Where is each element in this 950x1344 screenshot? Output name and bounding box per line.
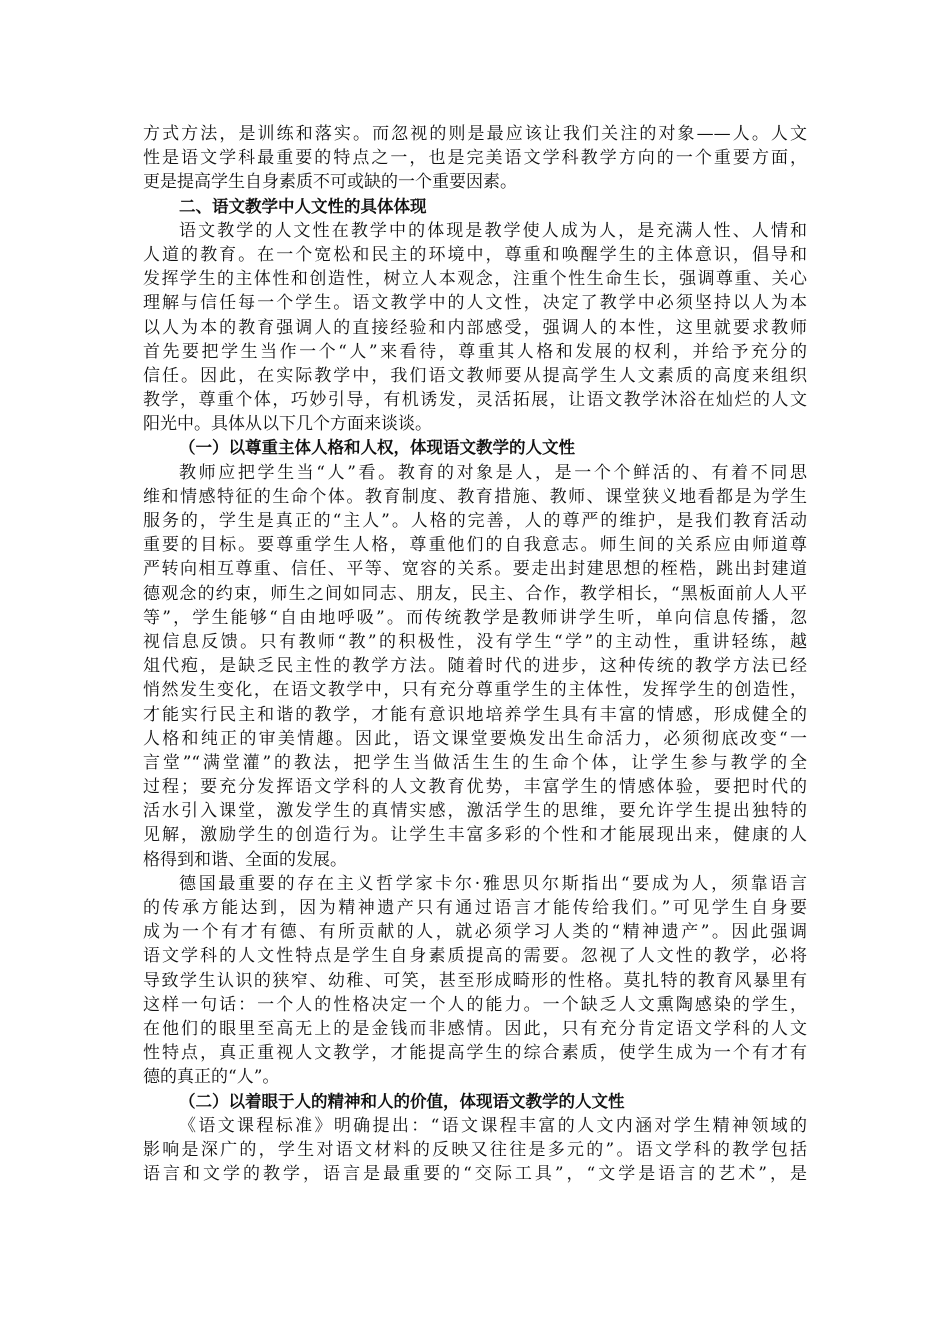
text-line: 《语文课程标准》明确提出：“语文课程丰富的人文内涵对学生精神领域的	[179, 1115, 807, 1136]
text-line: 人格和纯正的审美情趣。因此，语文课堂要焕发出生命活力，必须彻底改变“一	[143, 728, 807, 749]
text-line: 严转向相互尊重、信任、平等、宽容的关系。要走出封建思想的桎梏，跳出封建道	[143, 559, 807, 580]
text-line: 俎代疱，是缺乏民主性的教学方法。随着时代的进步，这种传统的教学方法已经	[143, 656, 807, 677]
subsection-heading-2: （二）以着眼于人的精神和人的价值，体现语文教学的人文性	[179, 1091, 625, 1111]
text-line: 视信息反馈。只有教师“教”的积极性，没有学生“学”的主动性，重讲轻练，越	[143, 631, 807, 652]
text-line: 导致学生认识的狭窄、幼稚、可笑，甚至形成畸形的性格。莫扎特的教育风暴里有	[143, 970, 807, 991]
text-line: 人道的教育。在一个宽松和民主的环境中，尊重和唤醒学生的主体意识，倡导和	[143, 244, 807, 265]
text-line: 德观念的约束，师生之间如同志、朋友，民主、合作，教学相长，“黑板面前人人平	[143, 583, 807, 604]
paragraph-5	[143, 1114, 807, 1187]
text-line: 的传承方能达到，因为精神遗产只有通过语言才能传给我们。”可见学生自身要	[143, 898, 807, 918]
text-line: 更是提高学生自身素质不可或缺的一个重要因素。	[143, 172, 517, 193]
paragraph-intro	[143, 122, 807, 195]
text-line: 理解与信任每一个学生。语文教学中的人文性，决定了教学中必须坚持以人为本	[143, 293, 807, 314]
text-line: 首先要把学生当作一个“人”来看待，尊重其人格和发展的权利，并给予充分的	[143, 341, 807, 362]
text-line: 维和情感特征的生命个体。教育制度、教育措施、教师、课堂狭义地看都是为学生	[143, 486, 807, 507]
text-line: 格得到和谐、全面的发展。	[143, 849, 347, 870]
text-line: 活水引入课堂，激发学生的真情实感，激活学生的思维，要允许学生提出独特的	[143, 801, 807, 822]
text-line: 阳光中。具体从以下几个方面来谈谈。	[143, 414, 432, 435]
text-line: 发挥学生的主体性和创造性，树立人本观念，注重个性生命生长，强调尊重、关心	[143, 269, 807, 290]
text-line: 等”，学生能够“自由地呼吸”。而传统教学是教师讲学生听，单向信息传播，忽	[143, 607, 807, 628]
section-heading-2: 二、语文教学中人文性的具体体现	[179, 196, 427, 216]
text-line: 性特点，真正重视人文教学，才能提高学生的综合素质，使学生成为一个有才有	[143, 1043, 807, 1064]
text-line: 见解，激励学生的创造行为。让学生丰富多彩的个性和才能展现出来，健康的人	[143, 825, 807, 846]
subsection-heading-1: （一）以尊重主体人格和人权，体现语文教学的人文性	[179, 438, 575, 458]
text-line: 信任。因此，在实际教学中，我们语文教师要从提高学生人文素质的高度来组织	[143, 365, 807, 386]
text-line: 这样一句话：一个人的性格决定一个人的能力。一个缺乏人文熏陶感染的学生，	[143, 994, 807, 1015]
text-line: 悄然发生变化，在语文教学中，只有充分尊重学生的主体性，发挥学生的创造性，	[143, 680, 807, 701]
text-line: 在他们的眼里至高无上的是金钱而非感情。因此，只有充分肯定语文学科的人文	[143, 1018, 807, 1039]
document-page	[143, 122, 807, 1186]
text-line: 服务的，学生是真正的“主人”。人格的完善，人的尊严的维护，是我们教育活动	[143, 511, 807, 531]
paragraph-4	[143, 872, 807, 1090]
text-line: 语文教学的人文性在教学中的体现是教学使人成为人，是充满人性、人情和	[179, 220, 807, 241]
text-line: 性是语文学科最重要的特点之一，也是完美语文学科教学方向的一个重要方面，	[143, 148, 807, 169]
text-line: 成为一个有才有德、有所贡献的人，就必须学习人类的“精神遗产”。因此强调	[143, 922, 807, 943]
text-line: 方式方法，是训练和落实。而忽视的则是最应该让我们关注的对象——人。人文	[143, 124, 807, 144]
text-line: 影响是深广的，学生对语文材料的反映又往往是多元的”。语文学科的教学包括	[143, 1139, 807, 1160]
text-line: 语言和文学的教学，语言是最重要的“交际工具”，“文学是语言的艺术”，是	[143, 1164, 807, 1185]
text-line: 德的真正的“人”。	[143, 1067, 280, 1088]
text-line: 德国最重要的存在主义哲学家卡尔·雅思贝尔斯指出“要成为人，须靠语言	[179, 873, 807, 894]
paragraph-3	[143, 461, 807, 872]
text-line: 言堂”“满堂灌”的教法，把学生当做活生生的生命个体，让学生参与教学的全	[143, 752, 807, 773]
text-line: 教学，尊重个体，巧妙引导，有机诱发，灵活拓展，让语文教学沐浴在灿烂的人文	[143, 390, 807, 411]
text-line: 教师应把学生当“人”看。教育的对象是人，是一个个鲜活的、有着不同思	[179, 462, 807, 483]
text-line: 重要的目标。要尊重学生人格，尊重他们的自我意志。师生间的关系应由师道尊	[143, 535, 807, 556]
paragraph-2	[143, 219, 807, 437]
text-line: 语文学科的人文性特点是学生自身素质提高的需要。忽视了人文性的教学，必将	[143, 946, 807, 967]
text-line: 过程；要充分发挥语文学科的人文教育优势，丰富学生的情感体验，要把时代的	[143, 777, 807, 798]
text-line: 才能实行民主和谐的教学，才能有意识地培养学生具有丰富的情感，形成健全的	[143, 704, 807, 725]
text-line: 以人为本的教育强调人的直接经验和内部感受，强调人的本性，这里就要求教师	[143, 317, 807, 338]
